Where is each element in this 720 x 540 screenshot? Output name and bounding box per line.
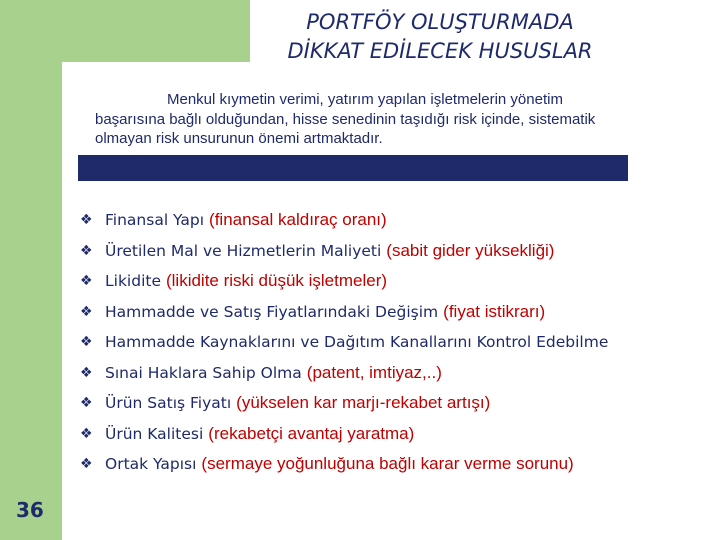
- checkmark-bullet-icon: ❖: [80, 303, 93, 320]
- title-line-2: DİKKAT EDİLECEK HUSUSLAR: [287, 39, 593, 63]
- list-item: [80, 388, 613, 419]
- checkmark-bullet-icon: ❖: [80, 364, 93, 381]
- top-green-band: [62, 0, 250, 62]
- checkmark-bullet-icon: ❖: [80, 395, 93, 412]
- item-main: Üretilen Mal ve Hizmetlerin Maliyeti: [105, 241, 382, 260]
- list-item: [80, 419, 613, 450]
- item-note: (yükselen kar marjı-rekabet artışı): [236, 393, 491, 413]
- list-item: [80, 358, 613, 389]
- factor-list: [80, 205, 613, 480]
- checkmark-bullet-icon: ❖: [80, 334, 93, 351]
- checkmark-bullet-icon: ❖: [80, 425, 93, 442]
- item-main: Likidite: [105, 272, 161, 291]
- item-note: (sabit gider yüksekliği): [386, 240, 555, 260]
- list-item: [80, 266, 613, 297]
- list-item: [80, 327, 613, 358]
- left-green-bar: [0, 0, 62, 540]
- item-main: Hammadde ve Satış Fiyatlarındaki Değişim: [105, 302, 439, 321]
- item-note: (rekabetçi avantaj yaratma): [208, 423, 415, 443]
- page-number: 36: [16, 498, 44, 522]
- checkmark-bullet-icon: ❖: [80, 242, 93, 259]
- item-main: Ortak Yapısı: [105, 455, 197, 474]
- list-item: [80, 205, 613, 236]
- checkmark-bullet-icon: ❖: [80, 212, 93, 229]
- item-main: Hammadde Kaynaklarını ve Dağıtım Kanallarını Kontrol Edebilme: [105, 333, 609, 352]
- item-main: Ürün Satış Fiyatı: [105, 394, 232, 413]
- list-item: [80, 449, 613, 480]
- item-note: (likidite riski düşük işletmeler): [165, 271, 388, 291]
- item-main: Finansal Yapı: [105, 211, 205, 230]
- intro-paragraph: Menkul kıymetin verimi, yatırım yapılan işletmelerin yönetim başarısına bağlı olduğundan, hisse senedinin taşıdığı risk içinde, sistematik olmayan risk unsurunun önemi artmaktadır.: [95, 91, 596, 147]
- item-main: Sınai Haklara Sahip Olma: [105, 363, 302, 382]
- item-main: Ürün Kalitesi: [105, 424, 204, 443]
- item-note: (finansal kaldıraç oranı): [209, 210, 387, 230]
- checkmark-bullet-icon: ❖: [80, 456, 93, 473]
- item-note: (sermaye yoğunluğuna bağlı karar verme sorunu): [201, 454, 574, 474]
- item-note: (patent, imtiyaz,..): [306, 362, 442, 382]
- navy-divider-bar: [78, 155, 628, 181]
- slide-title: [240, 8, 640, 66]
- item-note: (fiyat istikrarı): [443, 301, 546, 321]
- title-line-1: PORTFÖY OLUŞTURMADA: [306, 10, 574, 34]
- list-item: [80, 236, 613, 267]
- checkmark-bullet-icon: ❖: [80, 273, 93, 290]
- list-item: [80, 297, 613, 328]
